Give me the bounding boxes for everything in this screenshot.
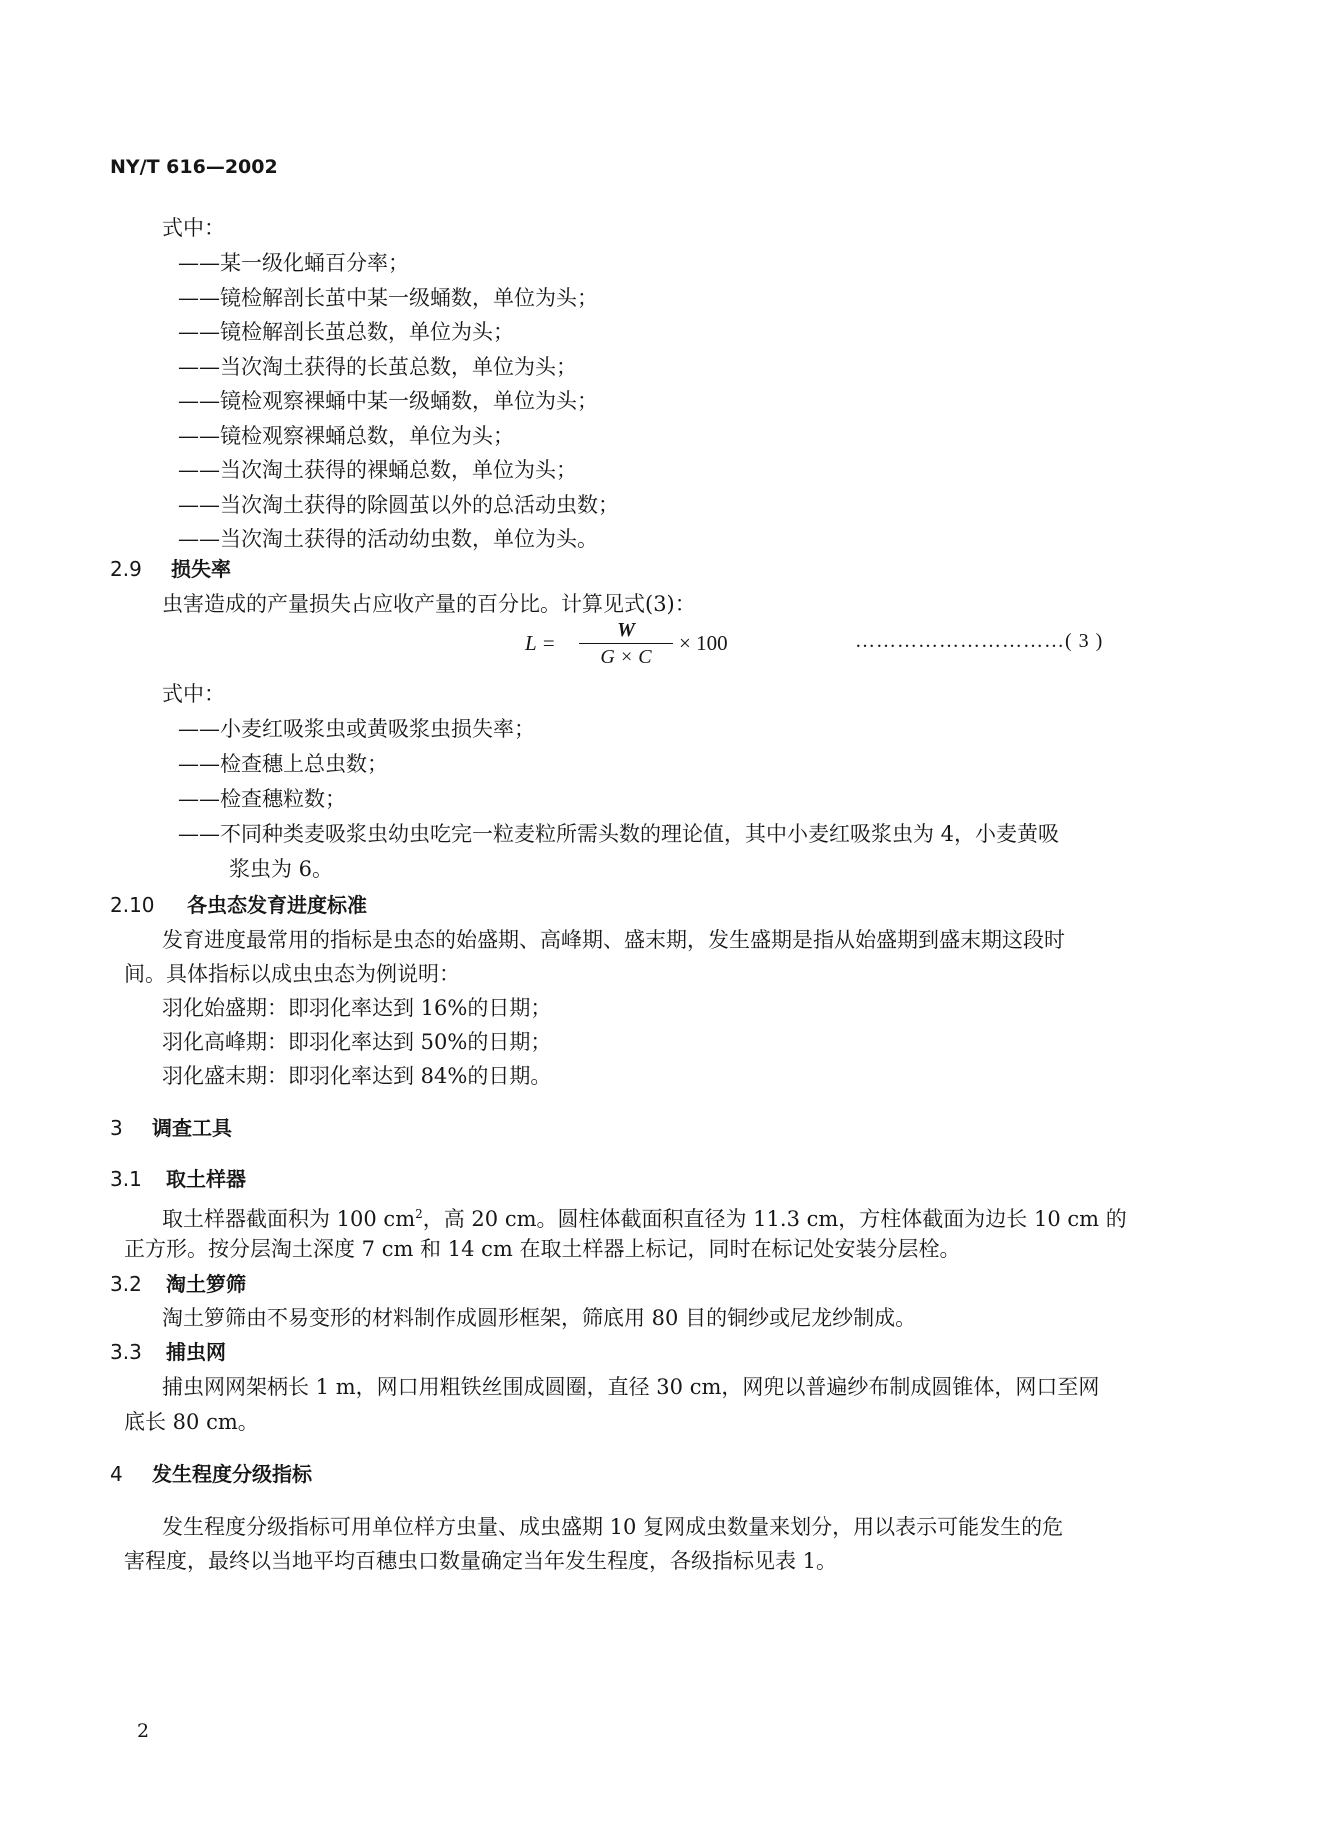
paragraph: 正方形。按分层淘土深度 7 cm 和 14 cm 在取土样器上标记，同时在标记处安装分层栓。 xyxy=(124,1237,961,1261)
page-number: 2 xyxy=(137,1720,150,1742)
definition-continuation: 浆虫为 6。 xyxy=(229,857,334,881)
paragraph: 捕虫网网架柄长 1 m，网口用粗铁丝围成圆圈，直径 30 cm，网兜以普遍纱布制成圆锥体，网口至网 xyxy=(162,1375,1100,1399)
definition-text: ——检查穗粒数； xyxy=(178,787,346,811)
formula-multiplier: × 100 xyxy=(679,631,728,655)
section-number: 4 xyxy=(110,1462,123,1486)
text-run: 取土样器截面积为 100 cm xyxy=(162,1207,416,1231)
formula-denominator: G × C xyxy=(600,646,652,668)
paragraph: 害程度，最终以当地平均百穗虫口数量确定当年发生程度，各级指标见表 1。 xyxy=(124,1549,838,1573)
superscript: 2 xyxy=(415,1207,423,1221)
paragraph: 发生程度分级指标可用单位样方虫量、成虫盛期 10 复网成虫数量来划分，用以表示可能发生的危 xyxy=(162,1515,1064,1539)
formula-lhs: L = xyxy=(525,631,556,655)
section-number: 3.2 xyxy=(110,1272,142,1296)
section-title: 捕虫网 xyxy=(166,1340,226,1364)
paragraph: 底长 80 cm。 xyxy=(124,1410,259,1434)
paragraph: 间。具体指标以成虫虫态为例说明： xyxy=(124,962,460,986)
equation-number: …………………………( 3 ) xyxy=(855,630,1104,652)
where-label: 式中： xyxy=(162,682,225,706)
paragraph xyxy=(162,1200,1127,1233)
section-number: 2.10 xyxy=(110,893,155,917)
section-title: 发生程度分级指标 xyxy=(152,1462,312,1486)
formula-numerator: W xyxy=(617,619,635,641)
section-number: 2.9 xyxy=(110,557,142,581)
section-title: 调查工具 xyxy=(152,1116,232,1140)
definition-text: ——镜检观察裸蛹总数，单位为头； xyxy=(178,423,514,448)
section-number: 3 xyxy=(110,1116,123,1140)
definition-text: ——镜检解剖长茧中某一级蛹数，单位为头； xyxy=(178,285,598,310)
definition-text: ——小麦红吸浆虫或黄吸浆虫损失率； xyxy=(178,717,535,741)
section-title: 取土样器 xyxy=(166,1167,246,1191)
definition-text: ——当次淘土获得的裸蛹总数，单位为头； xyxy=(178,458,577,482)
definition-text: ——不同种类麦吸浆虫幼虫吃完一粒麦粒所需头数的理论值，其中小麦红吸浆虫为 4，小麦黄吸 xyxy=(178,822,1060,846)
section-title: 损失率 xyxy=(171,557,231,581)
definition-text: ——检查穗上总虫数； xyxy=(178,752,388,776)
definition-text: ——镜检观察裸蛹中某一级蛹数，单位为头； xyxy=(178,389,598,413)
definition-text: ——当次淘土获得的长茧总数，单位为头； xyxy=(178,354,577,379)
section-number: 3.3 xyxy=(110,1340,142,1364)
paragraph: 发育进度最常用的指标是虫态的始盛期、高峰期、盛末期，发生盛期是指从始盛期到盛末期这段时 xyxy=(162,928,1065,952)
definition-text: ——某一级化蛹百分率； xyxy=(178,251,409,275)
list-item: 羽化盛末期：即羽化率达到 84%的日期。 xyxy=(162,1064,552,1088)
definition-text: ——当次淘土获得的除圆茧以外的总活动虫数； xyxy=(178,492,619,517)
list-item: 羽化高峰期：即羽化率达到 50%的日期； xyxy=(162,1030,552,1054)
document-code: NY/T 616—2002 xyxy=(110,156,278,178)
section-number: 3.1 xyxy=(110,1167,142,1191)
section-title: 淘土箩筛 xyxy=(166,1272,246,1296)
paragraph: 淘土箩筛由不易变形的材料制作成圆形框架，筛底用 80 目的铜纱或尼龙纱制成。 xyxy=(162,1306,917,1330)
text-run: ，高 20 cm。圆柱体截面积直径为 11.3 cm，方柱体截面为边长 10 cm 的 xyxy=(422,1207,1127,1231)
list-item: 羽化始盛期：即羽化率达到 16%的日期； xyxy=(162,996,552,1020)
section-title: 各虫态发育进度标准 xyxy=(187,893,367,917)
formula-fraction xyxy=(577,617,675,670)
where-label: 式中： xyxy=(162,216,225,240)
definition-text: ——当次淘土获得的活动幼虫数，单位为头。 xyxy=(178,527,598,551)
paragraph: 虫害造成的产量损失占应收产量的百分比。计算见式(3)： xyxy=(162,592,696,616)
definition-text: ——镜检解剖长茧总数，单位为头； xyxy=(178,320,514,344)
